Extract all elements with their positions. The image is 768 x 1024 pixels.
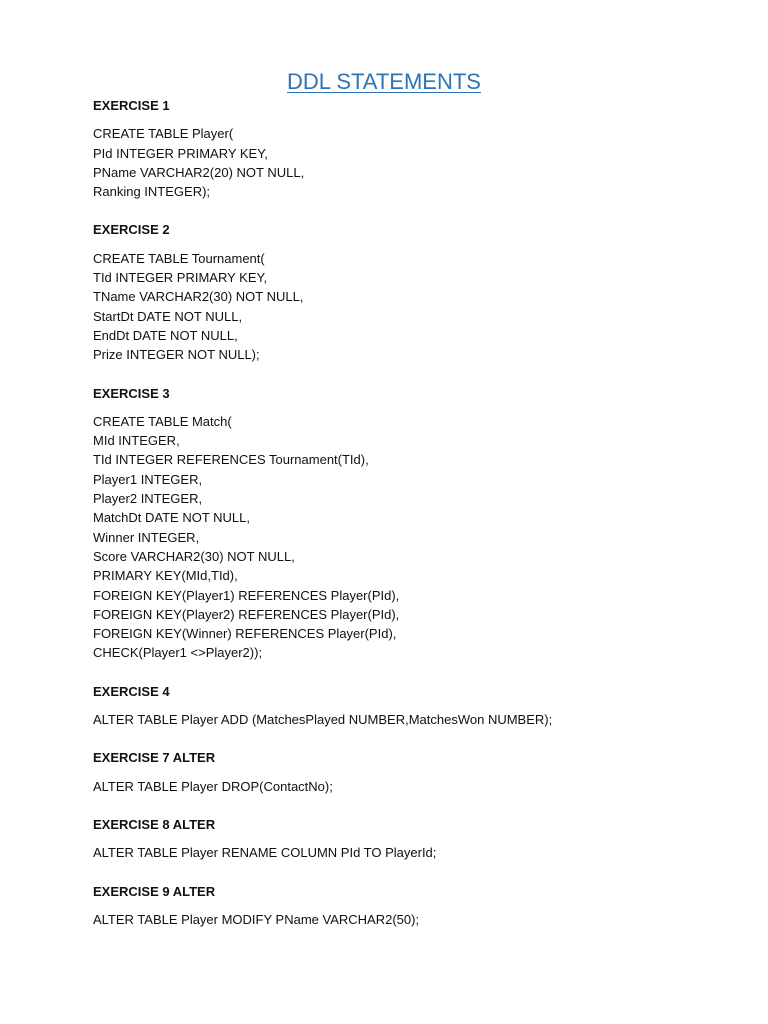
sql-line: FOREIGN KEY(Winner) REFERENCES Player(PId), [93, 626, 397, 642]
sql-line: TId INTEGER PRIMARY KEY, [93, 270, 268, 286]
sql-line: CREATE TABLE Match( [93, 413, 232, 429]
sql-line: PName VARCHAR2(20) NOT NULL, [93, 164, 305, 180]
sql-line: Winner INTEGER, [93, 529, 200, 545]
sql-line: Ranking INTEGER); [93, 184, 211, 200]
exercise-heading: EXERCISE 7 ALTER [93, 750, 216, 766]
exercise-section [93, 384, 733, 663]
page-title: DDL STATEMENTS [287, 69, 481, 94]
sql-statement [93, 710, 733, 729]
sql-statement [93, 910, 733, 929]
exercise-section [93, 882, 733, 930]
sql-line: PRIMARY KEY(MId,TId), [93, 568, 238, 584]
sql-line: TId INTEGER REFERENCES Tournament(TId), [93, 452, 369, 468]
exercise-heading: EXERCISE 2 [93, 222, 170, 238]
sql-line: Player2 INTEGER, [93, 491, 203, 507]
sql-line: MatchDt DATE NOT NULL, [93, 510, 250, 526]
exercise-heading: EXERCISE 1 [93, 98, 170, 113]
sql-line: ALTER TABLE Player RENAME COLUMN PId TO PlayerId; [93, 845, 437, 861]
exercise-section [93, 220, 733, 364]
sql-line: ALTER TABLE Player ADD (MatchesPlayed NUMBER,MatchesWon NUMBER); [93, 712, 553, 728]
sql-statement [93, 412, 733, 663]
exercise-section [93, 682, 733, 730]
exercise-section [93, 748, 733, 796]
exercise-list [93, 96, 733, 948]
sql-line: CREATE TABLE Tournament( [93, 250, 265, 266]
sql-line: CREATE TABLE Player( [93, 126, 234, 142]
exercise-heading: EXERCISE 3 [93, 385, 170, 401]
sql-line: Player1 INTEGER, [93, 471, 203, 487]
sql-line: ALTER TABLE Player MODIFY PName VARCHAR2(50); [93, 911, 420, 927]
sql-line: FOREIGN KEY(Player2) REFERENCES Player(PId), [93, 606, 400, 622]
sql-line: EndDt DATE NOT NULL, [93, 327, 238, 343]
sql-statement [93, 843, 733, 862]
sql-line: Prize INTEGER NOT NULL); [93, 347, 260, 363]
sql-statement [93, 777, 733, 796]
sql-statement [93, 124, 733, 201]
sql-line: CHECK(Player1 <>Player2)); [93, 645, 263, 661]
exercise-section [93, 96, 733, 201]
sql-statement [93, 249, 733, 365]
exercise-heading: EXERCISE 9 ALTER [93, 883, 216, 899]
sql-line: ALTER TABLE Player DROP(ContactNo); [93, 778, 333, 794]
sql-line: MId INTEGER, [93, 433, 180, 449]
sql-line: TName VARCHAR2(30) NOT NULL, [93, 289, 304, 305]
exercise-heading: EXERCISE 4 [93, 683, 170, 699]
sql-line: FOREIGN KEY(Player1) REFERENCES Player(PId), [93, 587, 400, 603]
sql-line: StartDt DATE NOT NULL, [93, 308, 243, 324]
exercise-section [93, 815, 733, 863]
sql-line: Score VARCHAR2(30) NOT NULL, [93, 548, 295, 564]
sql-line: PId INTEGER PRIMARY KEY, [93, 145, 268, 161]
exercise-heading: EXERCISE 8 ALTER [93, 816, 216, 832]
